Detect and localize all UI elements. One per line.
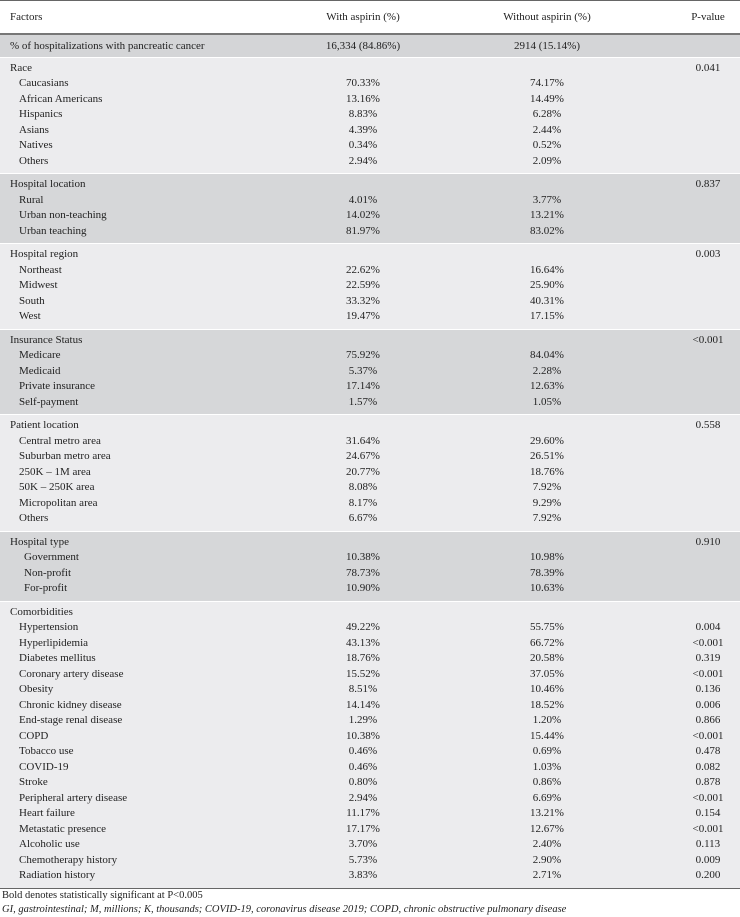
- row-label: Urban teaching: [19, 224, 87, 237]
- row-label: Chemotherapy history: [19, 853, 118, 866]
- row-label: Heart failure: [19, 807, 75, 819]
- footnote-bold: Bold denotes statistically significant at P<0.005: [2, 889, 203, 901]
- with-aspirin-value: 19.47%: [346, 310, 380, 322]
- without-aspirin-value: 13.21%: [530, 209, 564, 221]
- table-row: [0, 667, 740, 683]
- with-aspirin-value: 11.17%: [346, 807, 380, 819]
- group-title: Comorbidities: [10, 605, 73, 618]
- with-aspirin-value: 1.57%: [348, 395, 378, 408]
- without-aspirin-value: 25.90%: [530, 279, 564, 291]
- with-aspirin-value: 14.02%: [346, 209, 380, 221]
- row-label: Metastatic presence: [19, 822, 107, 835]
- table-row: [0, 566, 740, 582]
- header-without-aspirin: Without aspirin (%): [503, 11, 591, 23]
- table-row: [0, 107, 740, 123]
- group-title-row: [0, 535, 740, 551]
- table-row: [0, 309, 740, 325]
- row-label: Radiation history: [19, 869, 96, 881]
- group-title-row: [0, 333, 740, 349]
- table-header: [0, 1, 740, 33]
- without-aspirin-value: 2.40%: [532, 838, 562, 850]
- without-aspirin-value: 7.92%: [532, 481, 562, 493]
- without-aspirin-value: 83.02%: [530, 224, 564, 237]
- header-p-value: P-value: [691, 11, 725, 23]
- table-row: [0, 449, 740, 465]
- row-label: Urban non-teaching: [19, 209, 107, 221]
- table-row: [0, 682, 740, 698]
- table-row: [0, 154, 740, 170]
- with-aspirin-value: 33.32%: [346, 294, 380, 307]
- row-label: Hispanics: [19, 108, 63, 120]
- without-aspirin-value: 26.51%: [530, 450, 564, 462]
- row-label: 250K – 1M area: [19, 465, 91, 478]
- without-aspirin-value: 1.03%: [532, 760, 562, 773]
- table-row: [0, 806, 740, 822]
- row-label: Diabetes mellitus: [19, 652, 96, 664]
- without-aspirin-value: 13.21%: [530, 807, 564, 819]
- table-row: [0, 651, 740, 667]
- row-label: For-profit: [24, 582, 68, 594]
- without-aspirin-value: 66.72%: [530, 636, 564, 649]
- with-aspirin-value: 24.67%: [346, 450, 380, 462]
- row-label: % of hospitalizations with pancreatic cancer: [10, 39, 205, 52]
- without-aspirin-value: 29.60%: [530, 434, 564, 447]
- table-row: [0, 92, 740, 108]
- group-title: Hospital type: [10, 535, 69, 548]
- table-row: [0, 853, 740, 869]
- row-label: Suburban metro area: [19, 450, 111, 462]
- row-label: 50K – 250K area: [19, 481, 95, 493]
- p-value: 0.082: [695, 760, 721, 773]
- row-label: Stroke: [19, 776, 48, 788]
- without-aspirin-value: 6.69%: [532, 791, 562, 804]
- table-row: [0, 138, 740, 154]
- row-label: Tobacco use: [19, 745, 74, 757]
- without-aspirin-value: 14.49%: [530, 92, 564, 105]
- group-hospital-location: [0, 173, 740, 243]
- without-aspirin-value: 12.67%: [530, 822, 564, 835]
- with-aspirin-value: 0.46%: [348, 745, 378, 757]
- with-aspirin-value: 17.17%: [346, 822, 380, 835]
- group-title: Race: [10, 61, 32, 74]
- table-row: [0, 208, 740, 224]
- table-row: [0, 511, 740, 527]
- without-aspirin-value: 0.86%: [532, 776, 562, 788]
- without-aspirin-value: 2.09%: [532, 154, 562, 167]
- without-aspirin-value: 17.15%: [530, 310, 564, 322]
- with-aspirin-value: 15.52%: [346, 667, 380, 680]
- with-aspirin-value: 10.90%: [346, 582, 380, 594]
- group-p-value: 0.003: [695, 248, 721, 260]
- table-body: [0, 57, 740, 888]
- without-aspirin-value: 6.28%: [532, 108, 562, 120]
- p-value: 0.009: [695, 853, 721, 866]
- group-title: Hospital location: [10, 178, 86, 190]
- table-row: [0, 636, 740, 652]
- with-aspirin-value: 78.73%: [346, 566, 380, 579]
- with-aspirin-value: 3.83%: [348, 869, 378, 881]
- p-value: 0.006: [695, 698, 721, 711]
- row-label: Non-profit: [24, 566, 72, 579]
- without-aspirin-value: 2914 (15.14%): [514, 39, 580, 52]
- with-aspirin-value: 49.22%: [346, 621, 380, 633]
- with-aspirin-value: 0.46%: [348, 760, 378, 773]
- with-aspirin-value: 3.70%: [348, 838, 378, 850]
- row-label: COPD: [19, 729, 49, 742]
- without-aspirin-value: 9.29%: [532, 496, 562, 509]
- row-label: West: [19, 310, 41, 322]
- p-value: 0.154: [695, 807, 721, 819]
- row-label: COVID-19: [19, 760, 69, 773]
- table-row: [0, 496, 740, 512]
- row-label: Self-payment: [19, 395, 79, 408]
- table-row: [0, 550, 740, 566]
- with-aspirin-value: 14.14%: [346, 698, 380, 711]
- group-hospital-region: [0, 243, 740, 329]
- row-label: Private insurance: [19, 380, 96, 392]
- group-p-value: 0.041: [695, 61, 721, 74]
- row-label: Hypertension: [19, 621, 79, 633]
- with-aspirin-value: 4.39%: [348, 123, 378, 136]
- without-aspirin-value: 2.28%: [532, 364, 562, 377]
- table-row: [0, 837, 740, 853]
- header-with-aspirin: With aspirin (%): [326, 11, 400, 23]
- table-row: [0, 620, 740, 636]
- with-aspirin-value: 70.33%: [346, 77, 380, 89]
- with-aspirin-value: 10.38%: [346, 551, 380, 563]
- without-aspirin-value: 1.05%: [532, 395, 562, 408]
- p-value: 0.878: [695, 776, 721, 788]
- table-row: [0, 581, 740, 597]
- hospitalizations-row: [0, 35, 740, 57]
- row-label: Asians: [19, 123, 49, 136]
- p-value: <0.001: [692, 636, 724, 649]
- group-p-value: 0.837: [695, 178, 721, 190]
- p-value: 0.136: [695, 683, 721, 695]
- with-aspirin-value: 31.64%: [346, 434, 380, 447]
- row-label: Coronary artery disease: [19, 667, 124, 680]
- group-p-value: <0.001: [692, 333, 724, 346]
- row-label: Caucasians: [19, 77, 69, 89]
- with-aspirin-value: 13.16%: [346, 92, 380, 105]
- table-row: [0, 465, 740, 481]
- row-label: Natives: [19, 139, 53, 151]
- row-label: South: [19, 294, 45, 307]
- without-aspirin-value: 0.69%: [532, 745, 562, 757]
- p-value: <0.001: [692, 822, 724, 835]
- table-row: [0, 791, 740, 807]
- without-aspirin-value: 37.05%: [530, 667, 564, 680]
- row-label: End-stage renal disease: [19, 714, 123, 726]
- table-row: [0, 348, 740, 364]
- row-label: Others: [19, 512, 49, 524]
- table-row: [0, 729, 740, 745]
- row-label: Hyperlipidemia: [19, 636, 89, 649]
- group-title-row: [0, 605, 740, 621]
- with-aspirin-value: 5.73%: [348, 853, 378, 866]
- row-label: Chronic kidney disease: [19, 698, 122, 711]
- with-aspirin-value: 4.01%: [348, 193, 378, 206]
- with-aspirin-value: 22.62%: [346, 263, 380, 276]
- group-title-row: [0, 247, 740, 263]
- group-p-value: 0.910: [695, 535, 721, 548]
- without-aspirin-value: 10.63%: [530, 582, 564, 594]
- table-row: [0, 480, 740, 496]
- with-aspirin-value: 0.80%: [348, 776, 378, 788]
- row-label: Midwest: [19, 279, 58, 291]
- group-title-row: [0, 177, 740, 193]
- group-hospital-type: [0, 531, 740, 601]
- with-aspirin-value: 16,334 (84.86%): [325, 39, 401, 52]
- without-aspirin-value: 7.92%: [532, 512, 562, 524]
- with-aspirin-value: 81.97%: [346, 224, 380, 237]
- without-aspirin-value: 40.31%: [530, 294, 564, 307]
- with-aspirin-value: 8.17%: [348, 496, 378, 509]
- table-row: [0, 822, 740, 838]
- footnote-abbreviations: GI, gastrointestinal; M, millions; K, thousands; COVID-19, coronavirus disease 2019; COPD, chronic obstructive pulmonary disease: [2, 903, 567, 915]
- row-label: Alcoholic use: [19, 838, 80, 850]
- without-aspirin-value: 1.20%: [532, 714, 562, 726]
- group-title-row: [0, 418, 740, 434]
- without-aspirin-value: 74.17%: [530, 77, 564, 89]
- group-p-value: 0.558: [695, 419, 721, 431]
- table-row: [0, 713, 740, 729]
- table-row: [0, 698, 740, 714]
- table-row: [0, 395, 740, 411]
- with-aspirin-value: 2.94%: [348, 154, 378, 167]
- p-value: 0.113: [695, 838, 721, 850]
- table-row: [0, 193, 740, 209]
- without-aspirin-value: 2.90%: [532, 853, 562, 866]
- p-value: <0.001: [692, 791, 724, 804]
- without-aspirin-value: 18.76%: [530, 465, 564, 478]
- table-row: [0, 744, 740, 760]
- without-aspirin-value: 18.52%: [530, 698, 564, 711]
- group-title: Hospital region: [10, 248, 79, 260]
- group-patient-location: [0, 414, 740, 531]
- without-aspirin-value: 2.71%: [532, 869, 562, 881]
- group-title: Patient location: [10, 419, 79, 431]
- p-value: 0.866: [695, 714, 721, 726]
- p-value: 0.478: [695, 745, 721, 757]
- with-aspirin-value: 17.14%: [346, 380, 380, 392]
- without-aspirin-value: 0.52%: [532, 139, 562, 151]
- without-aspirin-value: 20.58%: [530, 652, 564, 664]
- p-value: 0.200: [695, 869, 721, 881]
- table-row: [0, 775, 740, 791]
- p-value: 0.004: [695, 621, 721, 633]
- with-aspirin-value: 22.59%: [346, 279, 380, 291]
- without-aspirin-value: 10.46%: [530, 683, 564, 695]
- row-label: Medicare: [19, 349, 61, 361]
- without-aspirin-value: 12.63%: [530, 380, 564, 392]
- group-comorbidities: [0, 601, 740, 888]
- without-aspirin-value: 78.39%: [530, 566, 564, 579]
- without-aspirin-value: 55.75%: [530, 621, 564, 633]
- group-insurance-status: [0, 329, 740, 415]
- table-row: [0, 76, 740, 92]
- p-value: 0.319: [695, 652, 721, 664]
- group-title: Insurance Status: [10, 333, 83, 346]
- group-race: [0, 57, 740, 174]
- row-label: Medicaid: [19, 364, 61, 377]
- row-label: African Americans: [19, 92, 103, 105]
- table-row: [0, 224, 740, 240]
- row-label: Obesity: [19, 683, 54, 695]
- table-row: [0, 263, 740, 279]
- table-row: [0, 123, 740, 139]
- row-label: Northeast: [19, 263, 62, 276]
- row-label: Micropolitan area: [19, 496, 98, 509]
- without-aspirin-value: 3.77%: [532, 193, 562, 206]
- p-value: <0.001: [692, 729, 724, 742]
- p-value: <0.001: [692, 667, 724, 680]
- with-aspirin-value: 20.77%: [346, 465, 380, 478]
- group-title-row: [0, 61, 740, 77]
- with-aspirin-value: 0.34%: [348, 139, 378, 151]
- without-aspirin-value: 15.44%: [530, 729, 564, 742]
- row-label: Rural: [19, 193, 44, 206]
- table-row: [0, 278, 740, 294]
- row-label: Peripheral artery disease: [19, 791, 128, 804]
- table-row: [0, 760, 740, 776]
- with-aspirin-value: 2.94%: [348, 791, 378, 804]
- header-factors: Factors: [10, 11, 43, 23]
- without-aspirin-value: 2.44%: [532, 123, 562, 136]
- table-row: [0, 868, 740, 884]
- with-aspirin-value: 75.92%: [346, 349, 380, 361]
- table-row: [0, 364, 740, 380]
- without-aspirin-value: 10.98%: [530, 551, 564, 563]
- with-aspirin-value: 43.13%: [346, 636, 380, 649]
- row-label: Central metro area: [19, 434, 101, 447]
- row-label: Government: [24, 551, 79, 563]
- without-aspirin-value: 84.04%: [530, 349, 564, 361]
- with-aspirin-value: 8.51%: [348, 683, 378, 695]
- with-aspirin-value: 8.08%: [348, 481, 378, 493]
- table-row: [0, 434, 740, 450]
- with-aspirin-value: 10.38%: [346, 729, 380, 742]
- with-aspirin-value: 18.76%: [346, 652, 380, 664]
- with-aspirin-value: 8.83%: [348, 108, 378, 120]
- with-aspirin-value: 1.29%: [348, 714, 378, 726]
- table-row: [0, 379, 740, 395]
- table-row: [0, 294, 740, 310]
- without-aspirin-value: 16.64%: [530, 263, 564, 276]
- with-aspirin-value: 6.67%: [348, 512, 378, 524]
- row-label: Others: [19, 154, 49, 167]
- with-aspirin-value: 5.37%: [348, 364, 378, 377]
